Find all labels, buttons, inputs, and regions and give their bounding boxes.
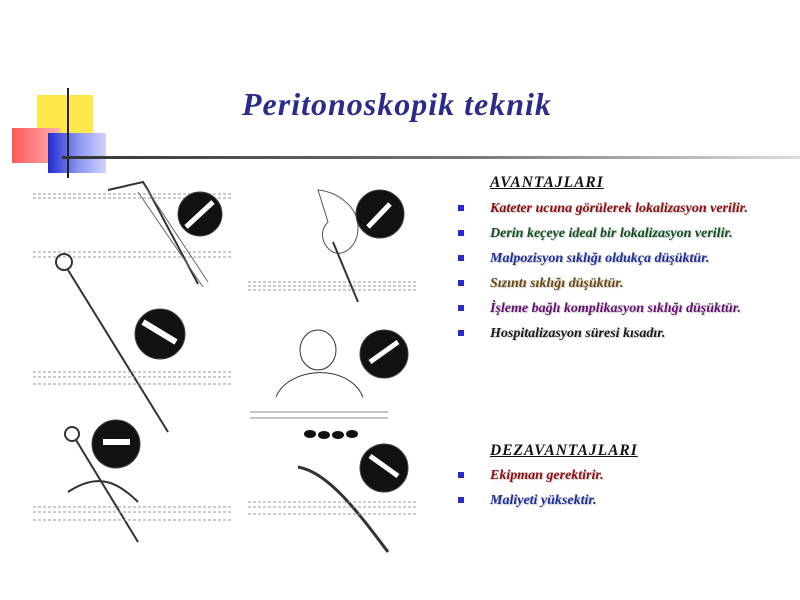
- panel-catheter-placement: [248, 444, 418, 552]
- square-bullet-icon: [458, 230, 464, 236]
- advantage-text: Malpozisyon sıklığı oldukça düşüktür.: [490, 251, 710, 266]
- square-bullet-icon: [458, 280, 464, 286]
- advantage-text: İşleme bağlı komplikasyon sıklığı düşüktür.: [490, 301, 741, 316]
- advantage-text: Derin keçeye ideal bir lokalizasyon verilir.: [490, 226, 733, 241]
- square-bullet-icon: [458, 255, 464, 261]
- advantage-text: Sızıntı sıklığı düşüktür.: [490, 276, 624, 291]
- advantage-item: [458, 225, 778, 243]
- procedure-illustration: [28, 172, 420, 560]
- square-bullet-icon: [458, 305, 464, 311]
- slide-title: Peritonoskopik teknik: [242, 86, 552, 122]
- advantages-list: [458, 200, 778, 350]
- panel-surgeon-viewing: [250, 330, 408, 439]
- disadvantage-text: Maliyeti yüksektir.: [490, 493, 597, 508]
- decor-blue-square: [48, 133, 106, 173]
- disadvantage-item: [458, 492, 778, 510]
- panel-catheter-insertion: [33, 182, 233, 287]
- disadvantage-text: Ekipman gerektirir.: [490, 468, 604, 483]
- square-bullet-icon: [458, 497, 464, 503]
- advantage-item: [458, 250, 778, 268]
- advantage-item: [458, 325, 778, 343]
- panel-guide-wire: [33, 254, 233, 432]
- title-underline-rule: [62, 156, 800, 159]
- panel-catheter-advance: [33, 420, 233, 542]
- disadvantages-heading: DEZAVANTAJLARI: [490, 442, 638, 459]
- advantage-item: [458, 300, 778, 318]
- advantage-text: Kateter ucuna görülerek lokalizasyon verilir.: [490, 201, 748, 216]
- advantage-item: [458, 200, 778, 218]
- square-bullet-icon: [458, 472, 464, 478]
- advantages-heading: AVANTAJLARI: [490, 174, 604, 191]
- disadvantages-list: [458, 467, 778, 517]
- disadvantage-item: [458, 467, 778, 485]
- panel-hand-trocar: [248, 190, 418, 302]
- advantage-item: [458, 275, 778, 293]
- advantage-text: Hospitalizasyon süresi kısadır.: [490, 326, 666, 341]
- decor-vertical-line: [67, 88, 69, 178]
- square-bullet-icon: [458, 205, 464, 211]
- square-bullet-icon: [458, 330, 464, 336]
